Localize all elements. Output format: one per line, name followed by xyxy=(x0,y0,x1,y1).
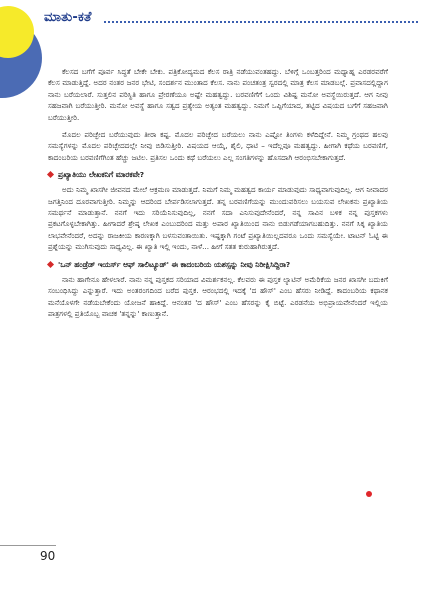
diamond-bullet-icon xyxy=(47,261,54,268)
answer-paragraph: ಅದು ನಿಮ್ಮ ಖಾಸಗೀ ಜೀವನದ ಮೇಲೆ ಆಕ್ರಮಣ ಮಾಡುತ್ತದೆ. ನಿಮಗೆ ನಿಮ್ಮ ಮಹತ್ವದ ಕಾರ್ಯ ಮಾಡುವುದು ಸಾಧ್ಯವಾಗುವುದಿಲ್ಲ. ಆಗ ನೀವಾದರ ಜಗತ್ತಿನಿಂದ ದೂರವಾಗುತ್ತೀರಿ. ನಿಮ್ಮನ್ನು ಆದರಿಂದ ಬೇರ್ಪಡಿಸಲಾಗುತ್ತದೆ. ತನ್ನ ಬರವಣಿಗೆಯನ್ನು ಮುಂದುವರಿಸಲು ಬಯಸುವ ಲೇಖಕನು ಪ್ರಖ್ಯಾತಿಯ ಸಮರ್ಥನೆ ಮಾಡುತ್ತಾನೆ. ನನಗೆ ಇದು ಸರಿಯೆನಿಸುವುದಿಲ್ಲ, ನನಗೆ ಸದಾ ಎನಿಸುವುದೇನೆಂದರೆ, ನನ್ನ ಸಾವಿನ ಬಳಿಕ ನನ್ನ ಪುಸ್ತಕಗಳು ಪ್ರಕಟಗೊಳ್ಳಬೇಕಾಗಿತ್ತು. ಹೀಗಾದರೆ ಶ್ರೇಷ್ಠ ಲೇಖಕ ಎಂಬುದರಿಂದ ಮತ್ತು ಅಪಾರ ಖ್ಯಾತಿಯಿಂದ ನಾನು ಬಿಡುಗಡೆಯಾಗಬಹುದಿತ್ತು. ನನಗೆ ಸಿಕ್ಕ ಖ್ಯಾತಿಯ ಲಾಭವೇನೆಂದರೆ, ಅದನ್ನು ರಾಜಕೀಯ ಕಾರಣಕ್ಕಾಗಿ ಬಳಸುವಂತಾಯಿತು. ಇಷ್ಟಕ್ಕಾಗಿ ಗಂಟೆ ಪ್ರಖ್ಯಾತಿಯಿಲ್ಲದವರೂ ಒಂದು ಸಮಸ್ಯೆಯೇ. ಟಾಟನ್ ಓಟ್ಟಿ ಈ ಪ್ರಶ್ನೆಯನ್ನು ಮುಗಿಸುವುದು ಸಾಧ್ಯವಿಲ್ಲ. ಈ ಖ್ಯಾತಿ ಇಲ್ಲಿ ಇಂದು, ನಾಳೆ... ಹೀಗೆ ಸತತ ಕುರುಹಾಗಿರುತ್ತದೆ. xyxy=(48,185,388,252)
footer-rule xyxy=(0,545,56,546)
header-dotted-rule xyxy=(104,21,418,23)
page-number: 90 xyxy=(40,549,56,563)
question-heading xyxy=(48,169,388,180)
article-body xyxy=(48,66,388,325)
question-text: 'ಒನ್ ಹಂಡ್ರೆಡ್ ಇಯರ್ಸ್ ಆಫ್ ಸಾಲಿಟ್ಯೂಡ್' ಈ ಕಾದಂಬರಿಯ ಯಶಸ್ಸನ್ನು ನೀವು ನಿರೀಕ್ಷಿಸಿದ್ದಿರಾ? xyxy=(58,259,291,269)
diamond-bullet-icon xyxy=(47,171,54,178)
question-heading xyxy=(48,259,388,270)
answer-paragraph: ನಾನು ಹಾಗೇನೂ ಹೇಳಲಾರೆ. ನಾನು ನನ್ನ ಪುಸ್ತಕದ ಸರಿಯಾದ ವಿಮರ್ಶಕನಲ್ಲ. ಕೆಲವರು ಈ ಪುಸ್ತಕ ಲ್ಯಾಟಿನ್ ಅಮೆರಿಕೆಯ ಜನರ ಖಾಸಗೀ ಬದುಕಿಗೆ ಸಂಬಂಧಿಸಿದ್ದು ಎನ್ನುತ್ತಾರೆ. ಇದು ಅಂತರಂಗದಿಂದ ಬರೆದ ಪುಸ್ತಕ. ಆರಂಭದಲ್ಲಿ ಇದಕ್ಕೆ 'ದ ಹೌಸ್' ಎಂಬ ಹೆಸರು ನೀಡಿದ್ದೆ. ಕಾದಂಬರಿಯ ಕಥಾನಕ ಮನೆಯೊಳಗೇ ನಡೆಯಬೇಕೆಂದು ಯೋಜನೆ ಹಾಕಿದ್ದೆ. ಆನಂತರ 'ದ ಹೌಸ್' ಎಂಬ ಹೆಸರನ್ನು ಕೈ ಬಿಟ್ಟೆ. ಎರಡನೆಯ ಅಭಿಪ್ರಾಯವೇನೆಂದರೆ ಇಲ್ಲಿಯ ಪಾತ್ರಗಳಲ್ಲಿ ಪ್ರತಿಯೊಬ್ಬ ವಾಚಕ 'ತನ್ನನ್ನು' ಕಾಣುತ್ತಾನೆ. xyxy=(48,274,388,318)
paragraph: ಮೊದಲ ಪರಿಚ್ಛೇದ ಬರೆಯುವುದು ತೀರಾ ಕಷ್ಟ. ಮೊದಲ ಪರಿಚ್ಛೇದ ಬರೆಯಲು ನಾನು ಎಷ್ಟೋ ತಿಂಗಳು ಕಳೆದಿದ್ದೇನೆ. ನಿಮ್ಮ ಗ್ರಂಥದ ಹಲವು ಸಮಸ್ಯೆಗಳನ್ನು ಮೊದಲ ಪರಿಚ್ಛೇದದಲ್ಲೇ ನೀವು ಬಿಡಿಸುತ್ತೀರಿ. ವಿಷಯದ ಆಯ್ಕೆ, ಶೈಲಿ, ಧಾಟಿ – ಇದೆಲ್ಲವೂ ಮಹತ್ವದ್ದು. ಹೀಗಾಗಿ ಕಥೆಯ ಬರವಣಿಗೆ, ಕಾದಂಬರಿಯ ಬರವಣಿಗೆಗಿಂತ ಹೆಚ್ಚು ಜಟಿಲ. ಪ್ರತಿಸಲ ಒಂದು ಕಥೆ ಬರೆಯಲು ಎಲ್ಲ ಸಂಗತಿಗಳನ್ನು ಹೊಸದಾಗಿ ಆರಂಭಿಸಬೇಕಾಗುತ್ತದೆ. xyxy=(48,130,388,162)
question-text: ಪ್ರಖ್ಯಾತಿಯು ಲೇಖಕನಿಗೆ ಮಾರಕವೇ? xyxy=(58,170,145,180)
section-title: ಮಾತು-ಕತೆ xyxy=(44,10,92,25)
paragraph: ಕೆಲಸದ ಬಗೆಗೆ ಪೂರ್ವ ಸಿದ್ಧತೆ ಬೇಕೇ ಬೇಕು. ಪತ್ರಿಕೋದ್ಯಮದ ಕೆಲಸ ರಾತ್ರಿ ನಡೆಯುವಂತಹದ್ದು. ಬೆಳಿಗ್ಗೆ ಒಂಬತ್ತರಿಂದ ಮಧ್ಯಾಹ್ನ ಎರಡರವರೆಗೆ ಕೆಲಸ ಮಾಡುತ್ತಿದ್ದೆ. ಅದರ ನಂತರ ಜನರ ಭೇಟಿ, ಸಂದರ್ಶನ ಮುಂತಾದ ಕೆಲಸ. ನಾನು ಪಂಚತಂತ್ರ ಸ್ವರದಲ್ಲಿ ಮಾತ್ರ ಕೆಲಸ ಮಾಡಬಲ್ಲೆ. ಪ್ರವಾಸದಲ್ಲಿದ್ದಾಗ ನಾನು ಬರೆಯಲಾರೆ. ಸುತ್ತಲಿನ ಪರಿಸ್ಥಿತಿ ಹಾಗೂ ಪ್ರೇರಣೆಯೂ ಅಷ್ಟೇ ಮಹತ್ವದ್ದು. ಬರವಣಿಗೆಗೆ ಒಂದು ವಿಶಿಷ್ಟ ಮನೋ ಅವಸ್ಥೆಯಿರುತ್ತದೆ. ಆಗ ನೀವು ಸಹಜವಾಗಿ ಬರೆಯುತ್ತೀರಿ. ಮನೋ ಅವಸ್ಥೆ ಹಾಗೂ ಸತ್ವದ ಪ್ರತ್ಯೇಯ ಅತ್ಯಂತ ಮಹತ್ವದ್ದು. ನಿಮಗೆ ಒಪ್ಪಿಗೆಯಾದ, ತಟ್ಟಿದ ವಿಷಯದ ಬಗೆಗೆ ಸಹಜವಾಗಿ ಬರೆಯುತ್ತೀರಿ. xyxy=(48,67,388,122)
end-mark-icon xyxy=(366,491,372,497)
